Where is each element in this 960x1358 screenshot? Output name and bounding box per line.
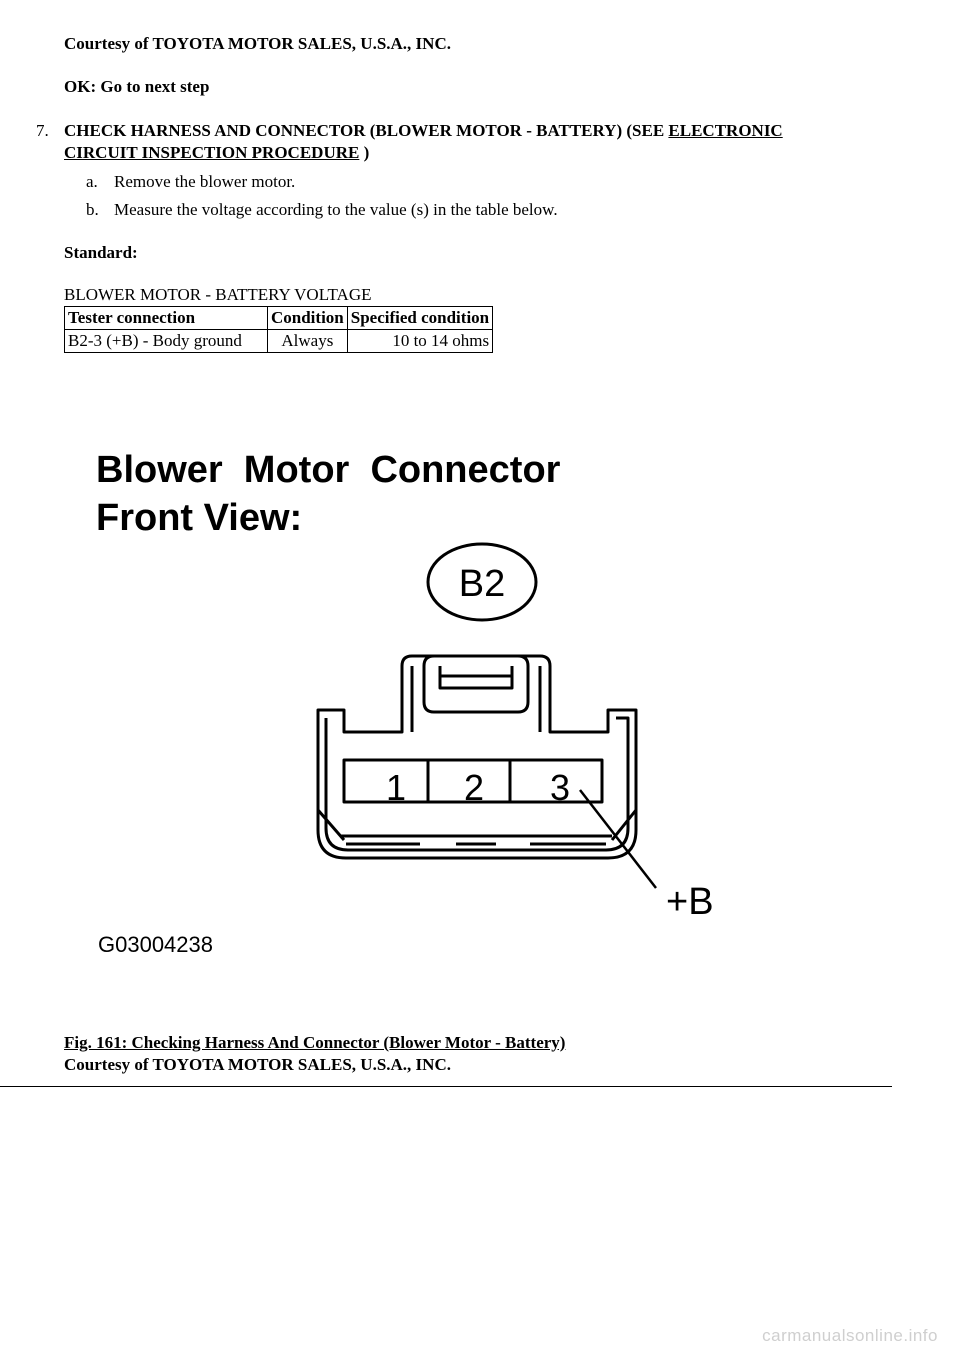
connector-diagram [0, 430, 960, 990]
table-row [65, 330, 493, 353]
step-title [64, 121, 894, 141]
table-caption: BLOWER MOTOR - BATTERY VOLTAGE [64, 285, 372, 304]
figure-caption-link[interactable]: Fig. 161: Checking Harness And Connector (Blower Motor - Battery) [64, 1033, 566, 1052]
connector-id-label: B2 [458, 563, 506, 605]
cell-specified-condition: 10 to 14 ohms [347, 330, 492, 353]
courtesy-text-top: Courtesy of TOYOTA MOTOR SALES, U.S.A., INC. [64, 34, 451, 53]
courtesy-text-bottom: Courtesy of TOYOTA MOTOR SALES, U.S.A., INC. [64, 1055, 451, 1074]
step-title-line2 [64, 143, 369, 163]
page-divider [0, 1086, 892, 1087]
step-number: 7. [36, 121, 49, 140]
ok-next-step: OK: Go to next step [64, 77, 210, 96]
cell-tester-connection: B2-3 (+B) - Body ground [65, 330, 268, 353]
substep-text-b: Measure the voltage according to the value (s) in the table below. [114, 200, 558, 219]
connector-body [318, 656, 636, 858]
header-condition: Condition [268, 307, 348, 330]
standard-label: Standard: [64, 243, 138, 262]
electronic-circuit-link-part1[interactable]: ELECTRONIC [668, 121, 783, 140]
header-specified-condition: Specified condition [347, 307, 492, 330]
substep-text-a: Remove the blower motor. [114, 172, 296, 191]
electronic-circuit-link-part2[interactable]: CIRCUIT INSPECTION PROCEDURE [64, 143, 360, 162]
terminal-label-plus-b: +B [666, 881, 714, 923]
table-header-row [65, 307, 493, 330]
figure-title-line1: Blower Motor Connector [96, 449, 561, 491]
step-title-suffix: ) [359, 143, 370, 162]
spec-table [64, 306, 493, 353]
site-watermark: carmanualsonline.info [762, 1326, 938, 1345]
substep-marker-b: b. [86, 200, 99, 219]
step-title-prefix: CHECK HARNESS AND CONNECTOR (BLOWER MOTOR - BATTERY) (SEE [64, 121, 669, 140]
cell-condition: Always [268, 330, 348, 353]
substep-marker-a: a. [86, 172, 98, 191]
figure-code: G03004238 [98, 932, 213, 957]
figure-title-line2: Front View: [96, 497, 303, 539]
pin-label-1: 1 [385, 767, 407, 808]
connector-figure [0, 430, 960, 990]
pin-label-3: 3 [549, 767, 571, 808]
terminal-leader-line [580, 790, 656, 888]
header-tester-connection: Tester connection [65, 307, 268, 330]
pin-label-2: 2 [463, 767, 485, 808]
